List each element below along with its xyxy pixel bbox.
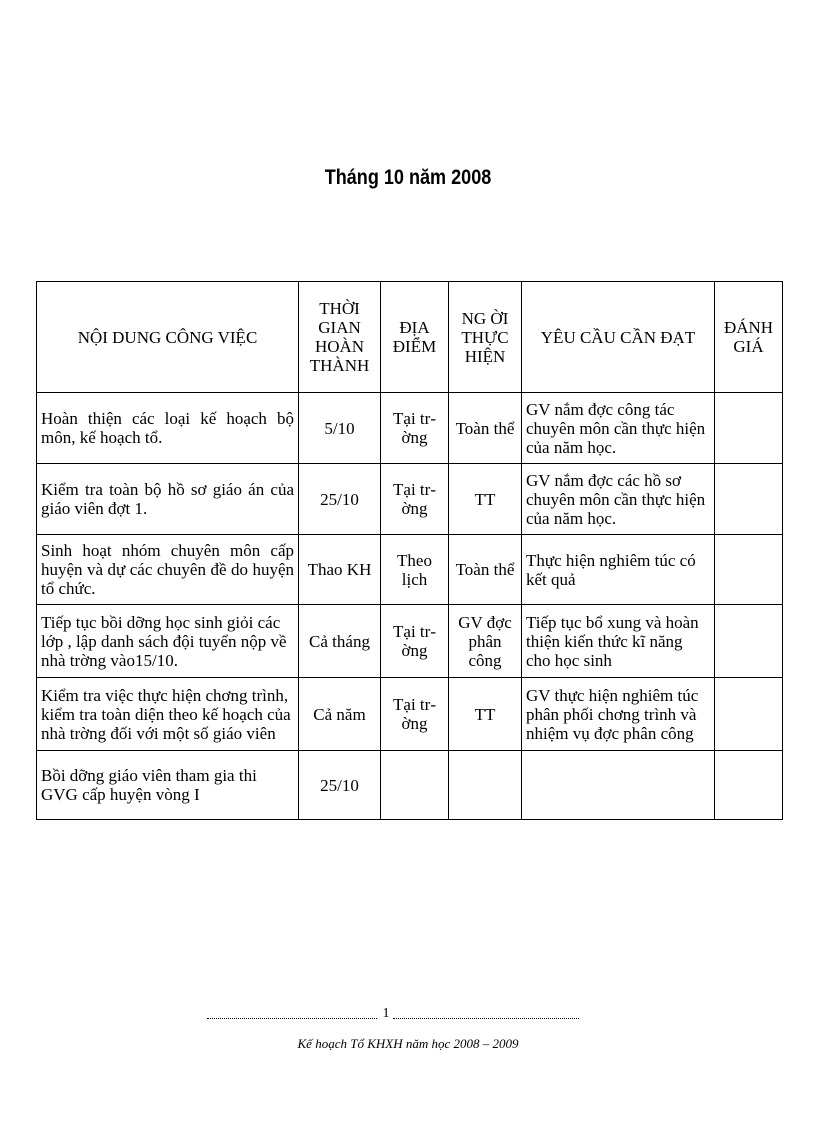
cell-requirement: GV thực hiện nghiêm túc phân phối chơng trình và nhiệm vụ đợc phân công [522, 678, 715, 751]
column-header-time: THỜI GIAN HOÀN THÀNH [299, 282, 381, 393]
cell-content: Hoàn thiện các loại kế hoạch bộ môn, kế hoạch tổ. [37, 393, 299, 464]
cell-time: Cả năm [299, 678, 381, 751]
cell-place: Tại trờng [381, 605, 449, 678]
cell-place: Tại trờng [381, 678, 449, 751]
table-row [37, 605, 783, 678]
cell-content: Bồi dỡng giáo viên tham gia thi GVG cấp huyện vòng I [37, 751, 299, 820]
cell-content: Kiểm tra toàn bộ hồ sơ giáo án của giáo viên đợt 1. [37, 464, 299, 535]
cell-requirement [522, 751, 715, 820]
cell-evaluation [715, 464, 783, 535]
cell-time: 25/10 [299, 751, 381, 820]
footer-dots-left [207, 1018, 377, 1019]
cell-place: Theo lịch [381, 535, 449, 605]
cell-content: Sinh hoạt nhóm chuyên môn cấp huyện và dự các chuyên đề do huyện tổ chức. [37, 535, 299, 605]
cell-content: Kiểm tra việc thực hiện chơng trình, kiểm tra toàn diện theo kế hoạch của nhà trờng đối với một số giáo viên [37, 678, 299, 751]
table-row [37, 393, 783, 464]
column-header-place: ĐỊA ĐIỂM [381, 282, 449, 393]
column-header-requirement: YÊU CẦU CẦN ĐẠT [522, 282, 715, 393]
cell-place: Tại trờng [381, 464, 449, 535]
cell-person [449, 751, 522, 820]
cell-evaluation [715, 678, 783, 751]
cell-person: GV đợc phân công [449, 605, 522, 678]
work-plan-table [36, 281, 783, 820]
cell-evaluation [715, 751, 783, 820]
footer-divider [207, 1006, 579, 1022]
table-header-row [37, 282, 783, 393]
cell-time: Thao KH [299, 535, 381, 605]
table-row [37, 751, 783, 820]
cell-person: TT [449, 464, 522, 535]
cell-place: Tại trờng [381, 393, 449, 464]
cell-person: Toàn thể [449, 535, 522, 605]
table-row [37, 678, 783, 751]
cell-evaluation [715, 393, 783, 464]
cell-requirement: Tiếp tục bổ xung và hoàn thiện kiến thức kĩ năng cho học sinh [522, 605, 715, 678]
column-header-evaluation: ĐÁNH GIÁ [715, 282, 783, 393]
cell-time: Cả tháng [299, 605, 381, 678]
footer-dots-right [393, 1018, 579, 1019]
cell-time: 25/10 [299, 464, 381, 535]
cell-evaluation [715, 535, 783, 605]
page-title: Tháng 10 năm 2008 [324, 166, 492, 189]
table-row [37, 535, 783, 605]
cell-person: TT [449, 678, 522, 751]
column-header-person: NG ỜI THỰC HIỆN [449, 282, 522, 393]
table-row [37, 464, 783, 535]
column-header-content: NỘI DUNG CÔNG VIỆC [37, 282, 299, 393]
cell-requirement: GV nắm đợc công tác chuyên môn cần thực hiện của năm học. [522, 393, 715, 464]
cell-time: 5/10 [299, 393, 381, 464]
cell-evaluation [715, 605, 783, 678]
cell-content: Tiếp tục bồi dỡng học sinh giỏi các lớp , lập danh sách đội tuyển nộp về nhà trờng vào15/10. [37, 605, 299, 678]
cell-requirement: GV nắm đợc các hồ sơ chuyên môn cần thực hiện của năm học. [522, 464, 715, 535]
page-number: 1 [382, 1006, 390, 1021]
cell-requirement: Thực hiện nghiêm túc có kết quả [522, 535, 715, 605]
cell-person: Toàn thể [449, 393, 522, 464]
footer-text: Kế hoạch Tổ KHXH năm học 2008 – 2009 [297, 1036, 519, 1051]
cell-place [381, 751, 449, 820]
